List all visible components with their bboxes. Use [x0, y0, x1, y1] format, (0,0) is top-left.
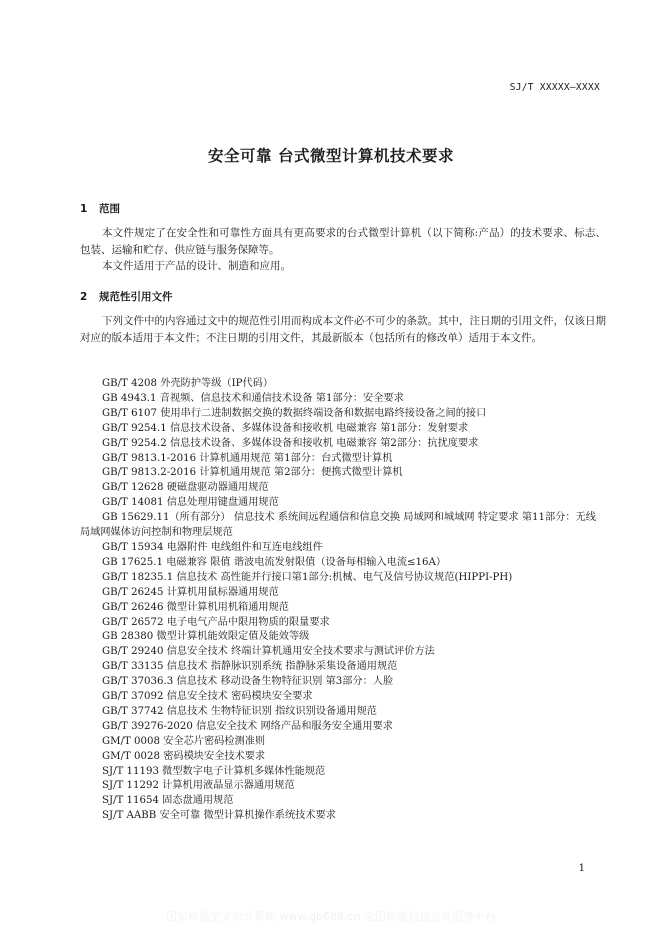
reference-item: SJ/T 11292 计算机用液晶显示器通用规范 [102, 780, 295, 792]
reference-item: SJ/T 11654 固态盘通用规范 [102, 795, 234, 807]
reference-item: GB/T 15934 电器附件 电线组件和互连电线组件 [102, 541, 323, 553]
reference-item: SJ/T AABB 安全可靠 微型计算机操作系统技术要求 [102, 810, 336, 822]
reference-list [80, 377, 606, 824]
section-title: 规范性引用文件 [99, 291, 173, 303]
reference-item: GB 28380 微型计算机能效限定值及能效等级 [102, 631, 310, 643]
reference-item: GM/T 0028 密码模块安全技术要求 [102, 750, 266, 762]
reference-item: GB/T 9813.2-2016 计算机通用规范 第2部分：便携式微型计算机 [102, 467, 403, 479]
reference-item: GB/T 14081 信息处理用键盘通用规范 [102, 497, 279, 509]
reference-item: GB/T 37742 信息技术 生物特征识别 指纹识别设备通用规范 [102, 705, 377, 717]
scope-paragraph-1: 本文件规定了在安全性和可靠性方面具有更高要求的台式微型计算机（以下简称:产品）的技术要求、标志、包装、运输和贮存、供应链与服务保障等。 [80, 227, 606, 256]
reference-item: GB/T 6107 使用串行二进制数据交换的数据终端设备和数据电路终接设备之间的接口 [102, 407, 487, 419]
section-heading-scope [80, 201, 120, 216]
reference-item: GB/T 18235.1 信息技术 高性能并行接口第1部分:机械、电气及信号协议规范(HIPPI-PH) [102, 571, 513, 583]
page-number: 1 [578, 863, 585, 874]
section-number: 1 [80, 203, 88, 215]
reference-item: GB/T 26572 电子电气产品中限用物质的限量要求 [102, 616, 330, 628]
reference-item: GM/T 0008 安全芯片密码检测准则 [102, 735, 266, 747]
reference-item: GB/T 37036.3 信息技术 移动设备生物特征识别 第3部分：人脸 [102, 676, 394, 688]
reference-item: GB/T 37092 信息安全技术 密码模块安全要求 [102, 691, 313, 703]
reference-item: GB/T 9813.1-2016 计算机通用规范 第1部分：台式微型计算机 [102, 452, 393, 464]
reference-item: GB/T 26245 计算机用鼠标器通用规范 [102, 586, 279, 598]
scope-paragraph-2: 本文件适用于产品的设计、制造和应用。 [102, 260, 291, 272]
reference-item: GB/T 4208 外壳防护等级（IP代码） [102, 378, 274, 389]
section-title: 范围 [99, 203, 120, 215]
reference-item: GB 17625.1 电磁兼容 限值 谐波电流发射限值（设备每相输入电流≤16A） [102, 556, 447, 568]
standard-code: SJ/T XXXXX—XXXX [509, 82, 600, 93]
reference-item: GB 4943.1 音视频、信息技术和通信技术设备 第1部分：安全要求 [102, 392, 404, 404]
reference-item: GB/T 12628 硬磁盘驱动器通用规范 [102, 482, 269, 494]
reference-item: GB/T 39276-2020 信息安全技术 网络产品和服务安全通用要求 [102, 720, 393, 732]
document-title: 安全可靠 台式微型计算机技术要求 [208, 147, 454, 165]
reference-item: GB/T 9254.1 信息技术设备、多媒体设备和接收机 电磁兼容 第1部分：发射要求 [102, 422, 469, 434]
section-number: 2 [80, 291, 88, 303]
reference-item: GB/T 29240 信息安全技术 终端计算机通用安全技术要求与测试评价方法 [102, 646, 435, 658]
reference-item: GB/T 26246 微型计算机用机箱通用规范 [102, 601, 289, 613]
reference-item: GB 15629.11（所有部分） 信息技术 系统间远程通信和信息交换 局域网和城域网 特定要求 第11部分：无线局域网媒体访问控制和物理层规范 [80, 512, 596, 539]
reference-item: GB/T 33135 信息技术 指静脉识别系统 指静脉采集设备通用规范 [102, 661, 398, 673]
reference-item: GB/T 9254.2 信息技术设备、多媒体设备和接收机 电磁兼容 第2部分：抗扰度要求 [102, 437, 479, 449]
references-intro-paragraph: 下列文件中的内容通过文中的规范性引用而构成本文件必不可少的条款。其中，注日期的引用文件，仅该日期对应的版本适用于本文件；不注日期的引用文件，其最新版本（包括所有的修改单）适用于本文件。 [80, 315, 606, 344]
reference-item: SJ/T 11193 微型数字电子计算机多媒体性能规范 [102, 765, 326, 777]
section-heading-normative-references [80, 289, 173, 304]
watermark-text: 国家标准全文公开系统 www.gb688.cn 全国标准信息公共服务平台 [166, 910, 496, 923]
